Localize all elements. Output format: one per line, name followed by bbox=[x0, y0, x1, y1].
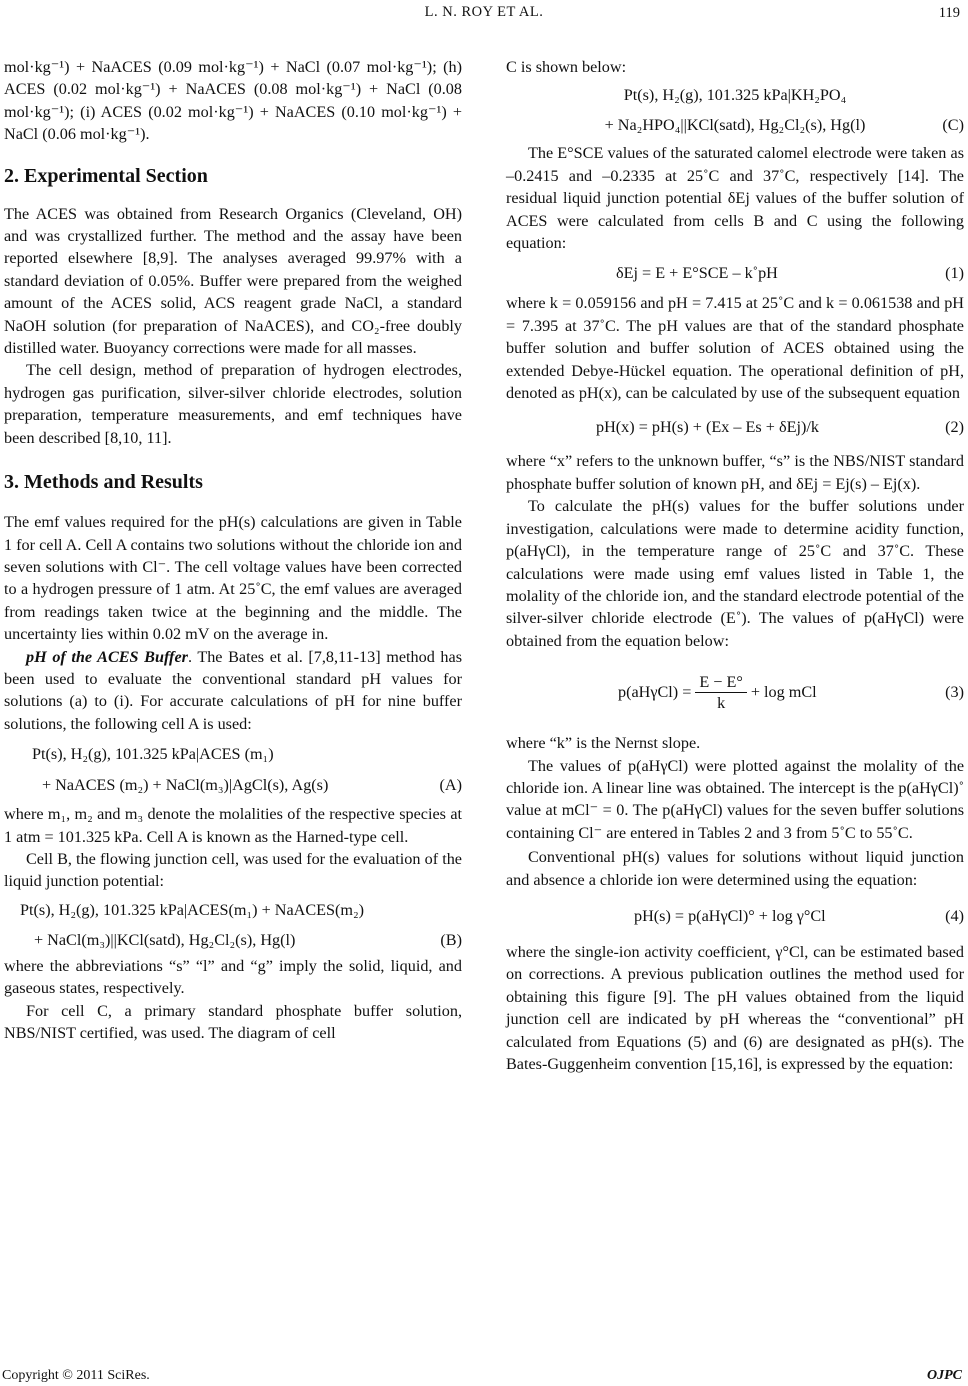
paragraph: The ACES was obtained from Research Organics (Cleveland, OH) and was crystallized further. The method and the assay have been reported elsewhere [8,9]. The analyses averaged 99.97% with a standard deviation of 0.05%. Buffer were prepared from the weighed amount of the ACES solid, ACS reagent grade NaCl, a standard NaOH solution (for preparation of NaACES), and CO₂-free doubly distilled water. Buoyancy corrections were made for all masses. bbox=[4, 204, 462, 358]
paragraph: mol·kg⁻¹) + NaACES (0.09 mol·kg⁻¹) + NaCl (0.07 mol·kg⁻¹); (h) ACES (0.02 mol·kg⁻¹) + NaACES (0.08 mol·kg⁻¹) + NaCl (0.08 mol·kg⁻¹); (i) ACES (0.02 mol·kg⁻¹) + NaACES (0.10 mol·kg⁻¹) + NaCl (0.06 mol·kg⁻¹). bbox=[4, 58, 462, 144]
paragraph: The E°SCE values of the saturated calomel electrode were taken as –0.2415 and –0.2335 at 25˚C and 37˚C, respectively [14]. The residual liquid junction potential δEj values of the buffer solution of ACES were calculated from cells B and C using the following equation: bbox=[506, 144, 964, 253]
right-column bbox=[506, 56, 964, 1075]
copyright-notice: Copyright © 2011 SciRes. bbox=[2, 1368, 150, 1383]
equation-3-label: (3) bbox=[945, 683, 964, 702]
paragraph: where m₁, m₂ and m₃ denote the molalities of the respective species at 1 atm = 101.325 kPa. Cell A is known as the Harned-type cell. bbox=[4, 805, 462, 846]
equation-2-label: (2) bbox=[945, 418, 964, 437]
run-in-heading: pH of the ACES Buffer bbox=[26, 647, 188, 666]
running-head: L. N. ROY ET AL. bbox=[424, 4, 544, 20]
cell-b-label: (B) bbox=[440, 930, 462, 949]
cell-a-line-2: + NaACES (m₂) + NaCl(m₃)|AgCl(s), Ag(s) (A) bbox=[4, 770, 462, 801]
paragraph: Cell B, the flowing junction cell, was used for the evaluation of the liquid junction potential: bbox=[4, 849, 462, 891]
equation-3: p(aHγCl) = $\frac{E - E^\circ}{k}$ + log mCl (3) bbox=[618, 672, 964, 712]
paragraph: For cell C, a primary standard phosphate buffer solution, NBS/NIST certified, was used. The diagram of cell bbox=[4, 1001, 462, 1042]
equation-4: pH(s) = p(aHγCl)° + log γ°Cl (4) bbox=[506, 903, 964, 929]
paragraph: The emf values required for the pH(s) calculations are given in Table 1 for cell A. Cell A contains two solutions without the chloride ion and seven solutions with Cl⁻. The cell voltage values have been corrected to a hydrogen pressure of 1 atm. At 25˚C, the emf values are averaged from readings taken twice at the beginning and the middle. The uncertainty lies within 0.02 mV on the average in. bbox=[4, 513, 462, 644]
paragraph: where “x” refers to the unknown buffer, “s” is the NBS/NIST standard phosphate buffer solution of known pH, and δEj = Ej(s) – Ej(x). bbox=[506, 452, 964, 493]
left-column bbox=[4, 56, 462, 1044]
paragraph: where the abbreviations “s” “l” and “g” imply the solid, liquid, and gaseous states, respectively. bbox=[4, 956, 462, 998]
paragraph: To calculate the pH(s) values for the buffer solutions under investigation, calculations were made to determine acidity function, p(aHγCl), in the temperature range of 25˚C and 37˚C. These calculations were made using emf values listed in Table 1, the molality of the chloride ion, and the standard electrode potential of the silver-silver chloride electrode (E˚). The values of p(aHγCl) were obtained from the equation below: bbox=[506, 497, 964, 650]
paragraph: Conventional pH(s) values for solutions without liquid junction and absence a chloride ion were determined using the equation: bbox=[506, 848, 964, 889]
cell-a-label: (A) bbox=[439, 776, 462, 795]
section-heading-methods: 3. Methods and Results bbox=[4, 471, 203, 494]
equation-3-fraction: $\frac{E - E^\circ}{k}$ bbox=[695, 672, 746, 713]
cell-b-line-1: Pt(s), H₂(g), 101.325 kPa|ACES(m₁) + NaACES(m₂) bbox=[20, 900, 365, 919]
paragraph: where the single-ion activity coefficient, γ°Cl, can be estimated based on corrections. A previous publication outlines the method used for obtaining this figure [9]. The pH values obtained from the liquid junction cell are indicated by pH whereas the “conventional” pH calculated from Equations (5) and (6) are designated as pH(s). The Bates-Guggenheim convention [15,16], is expressed by the equation: bbox=[506, 942, 964, 1073]
paragraph: The cell design, method of preparation of hydrogen electrodes, hydrogen gas purification, silver-silver chloride electrodes, solution preparation, temperature measurements, and emf techniques have been described [8,10, 11]. bbox=[4, 361, 462, 447]
cell-c-line-1: Pt(s), H₂(g), 101.325 kPa|KH₂PO₄ bbox=[623, 86, 847, 105]
paragraph: C is shown below: bbox=[506, 58, 627, 76]
equation-1: δEj = E + E°SCE – k˚pH (1) bbox=[506, 260, 964, 286]
paragraph: The values of p(aHγCl) were plotted against the molality of the chloride ion. A linear line was obtained. The intercept is the p(aHγCl)˚ value at mCl⁻ = 0. The p(aHγCl) values for the seven buffer solutions containing Cl⁻ are entered in Tables 2 and 3 from 5˚C to 55˚C. bbox=[506, 756, 964, 842]
paragraph: where “k” is the Nernst slope. bbox=[506, 734, 701, 753]
paragraph: pH of the ACES Buffer. The Bates et al. [7,8,11-13] method has been used to evaluate the conventional standard pH values for solutions (a) to (i). For accurate calculations of pH for nine buffer solutions, the following cell A is used: bbox=[4, 647, 462, 733]
equation-2: pH(x) = pH(s) + (Ex – Es + δEj)/k (2) bbox=[506, 414, 964, 440]
cell-a-line-1: Pt(s), H₂(g), 101.325 kPa|ACES (m₁) bbox=[32, 745, 274, 764]
cell-b-line-2: + NaCl(m₃)||KCl(satd), Hg₂Cl₂(s), Hg(l) (B) bbox=[4, 925, 462, 955]
page-header bbox=[0, 4, 968, 24]
paragraph: where k = 0.059156 and pH = 7.415 at 25˚C and k = 0.061538 and pH = 7.395 at 37˚C. The pH values are that of the standard phosphate buffer solution and buffer solution of ACES obtained using the extended Debye-Hückel equation. The operational definition of pH, denoted as pH(x), can be calculated by use of the subsequent equation bbox=[506, 294, 964, 403]
equation-1-label: (1) bbox=[945, 264, 964, 283]
page-number: 119 bbox=[938, 5, 960, 21]
cell-c-line-2: + Na₂HPO₄||KCl(satd), Hg₂Cl₂(s), Hg(l) (C) bbox=[506, 110, 964, 140]
journal-name: OJPC bbox=[927, 1368, 962, 1383]
equation-4-label: (4) bbox=[945, 906, 964, 925]
cell-c-label: (C) bbox=[942, 116, 964, 135]
section-heading-experimental: 2. Experimental Section bbox=[4, 164, 208, 187]
